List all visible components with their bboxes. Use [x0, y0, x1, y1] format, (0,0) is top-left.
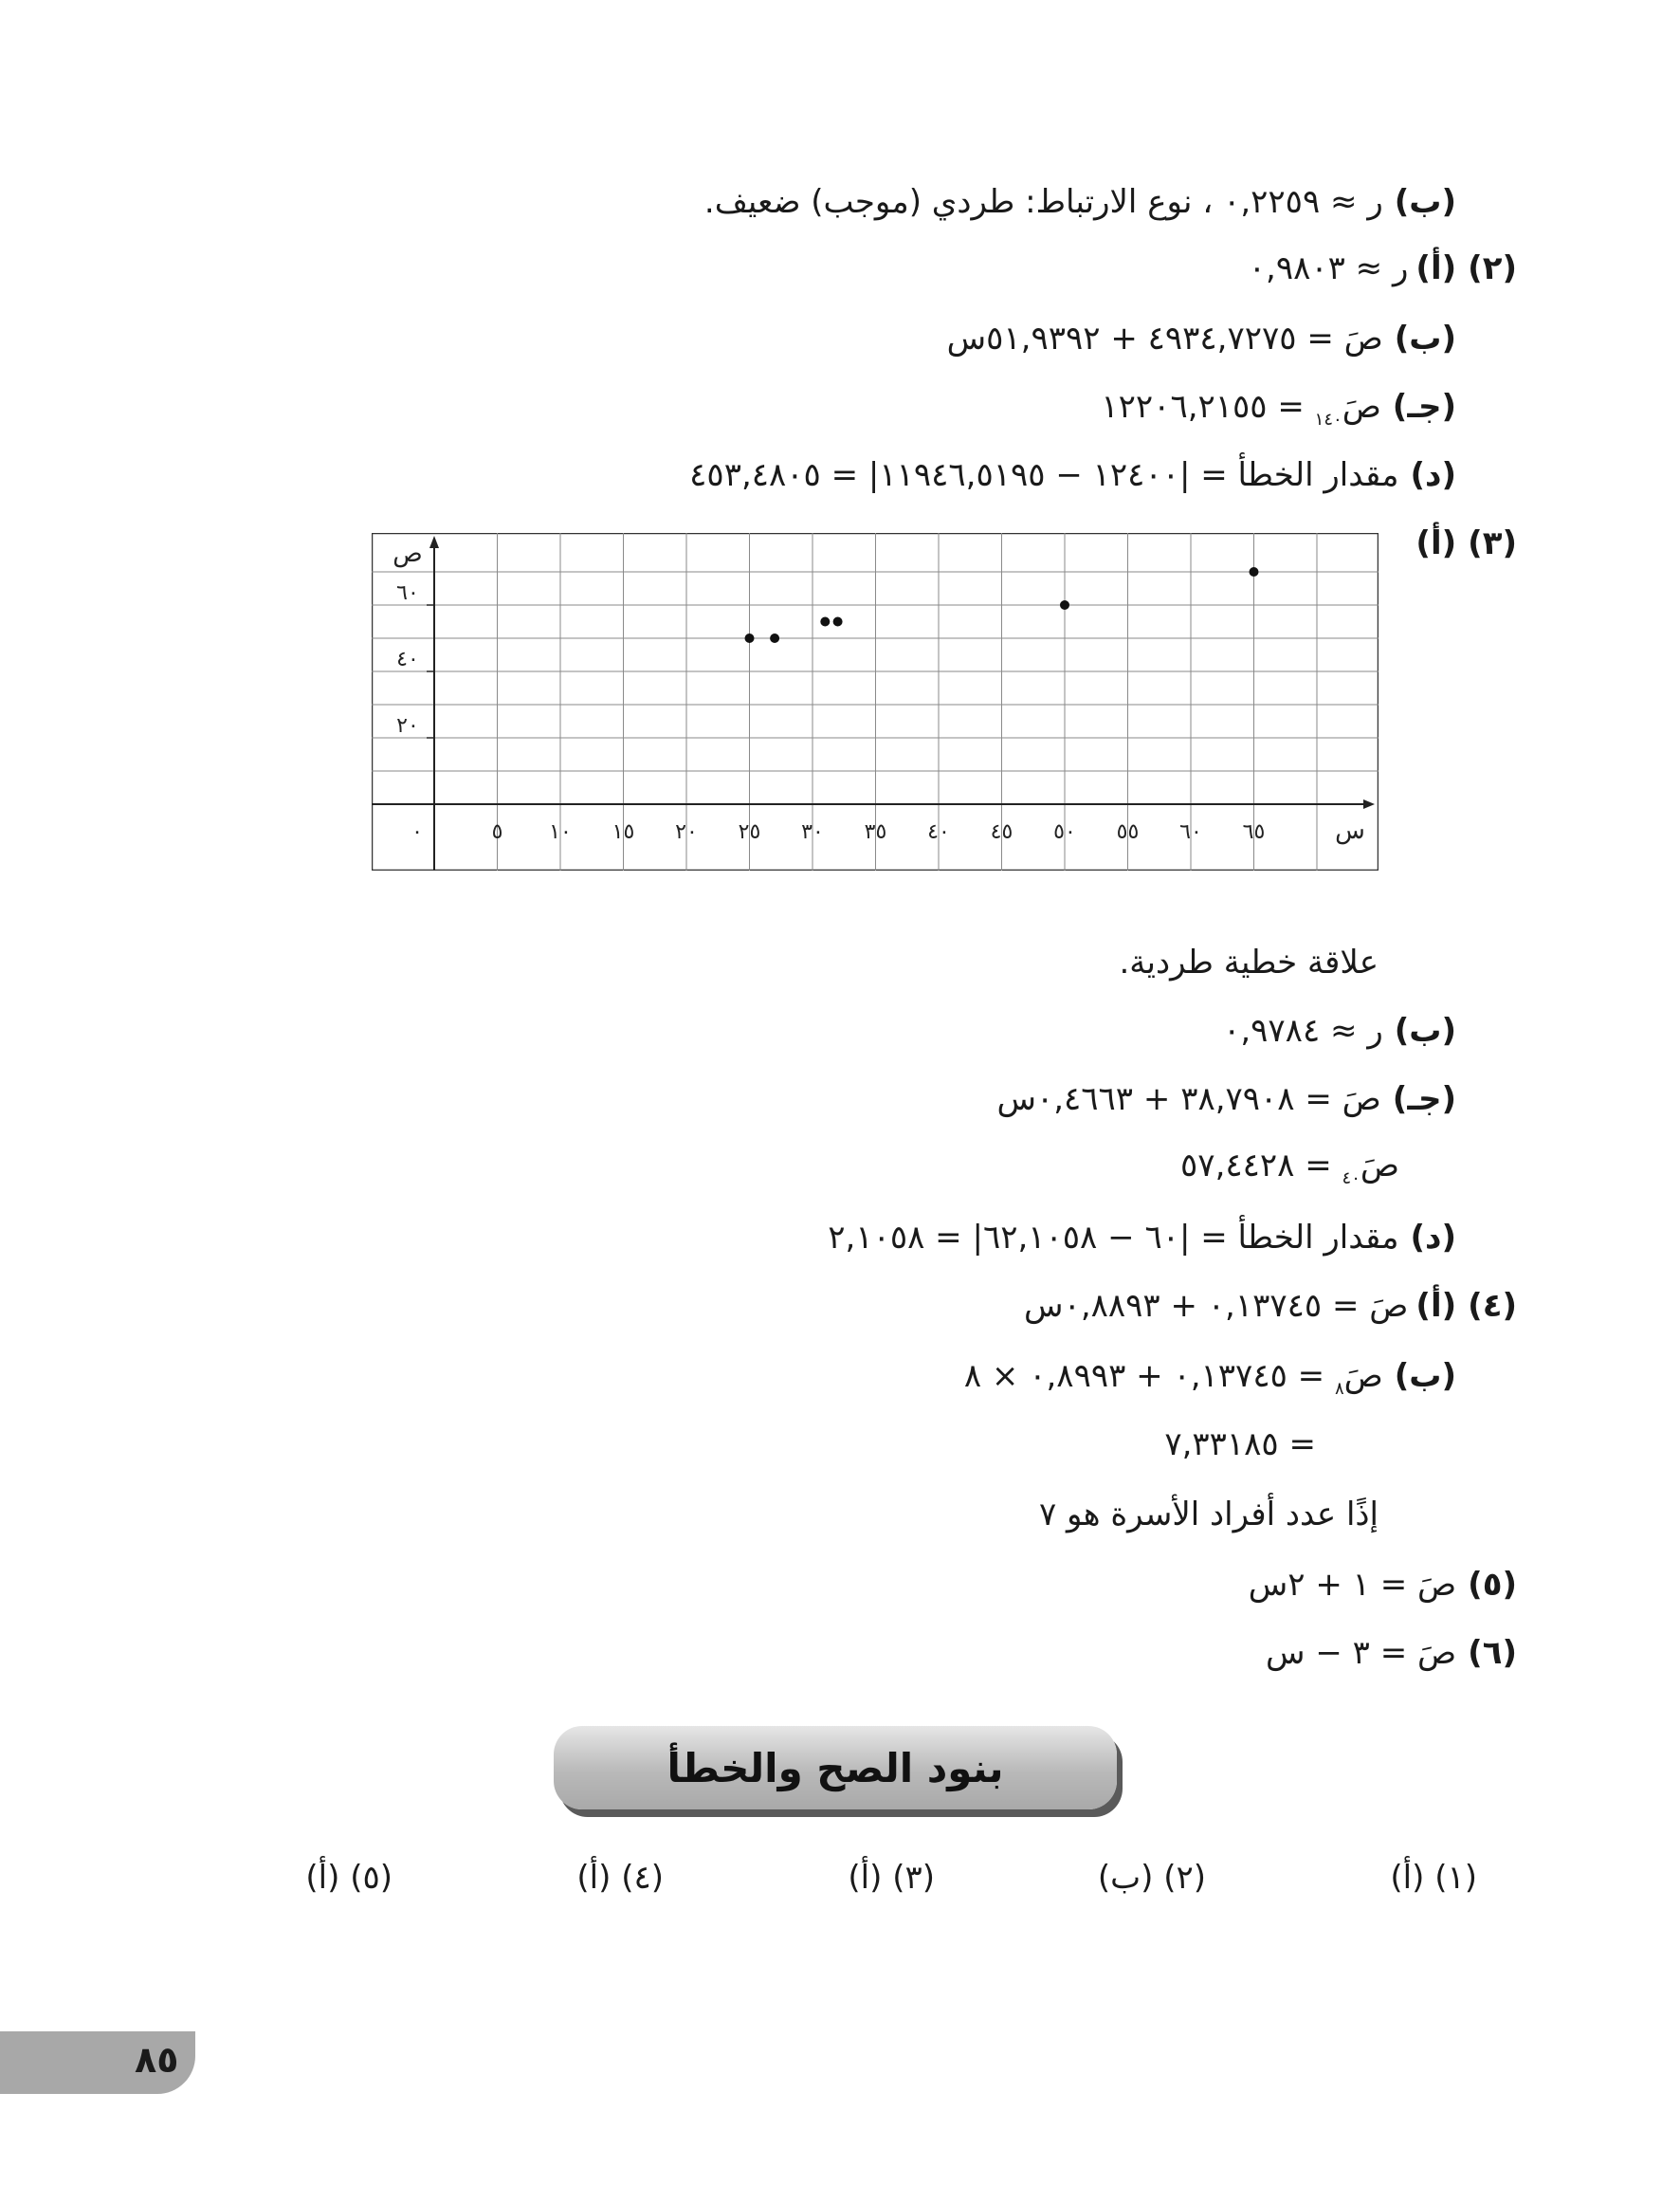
y-axis-label: ص: [393, 540, 423, 568]
tf-answer: (٥) (أ): [305, 1859, 393, 1897]
sub-label: (أ): [1415, 524, 1457, 562]
sub-label: (أ): [1415, 1287, 1457, 1325]
answer-line: [1039, 1491, 1379, 1538]
item-label: (٥): [1468, 1566, 1517, 1604]
answer-text: صَ = ٣ − س: [1266, 1634, 1457, 1672]
answer-text: علاقة خطية طردية.: [1119, 944, 1379, 982]
subscript: ٤٠: [1342, 1167, 1360, 1188]
answer-text: صَ: [1342, 388, 1381, 426]
x-tick-label: ٦٥: [1242, 820, 1266, 844]
item-label: (جـ): [1392, 388, 1456, 426]
scatter-graph: [372, 533, 1379, 871]
answer-line: [1249, 245, 1517, 292]
section-title: بنود الصح والخطأ: [667, 1744, 1004, 1791]
tf-answer: (١) (أ): [1390, 1859, 1477, 1897]
data-point: [745, 633, 755, 643]
x-tick-label: ٢٥: [738, 820, 761, 844]
answer-text: = ٧,٣٣١٨٥: [1164, 1425, 1316, 1463]
item-label: (د): [1410, 1219, 1456, 1257]
x-tick-label: ١٠: [549, 820, 572, 844]
answer-text: = ٠,١٣٧٤٥ + ٠,٨٩٩٣ × ٨: [963, 1357, 1335, 1395]
x-axis-label: س: [1335, 817, 1365, 845]
x-tick-label: ٤٥: [990, 820, 1013, 844]
answer-text: صَ = ٤٩٣٤,٧٢٧٥ + ٥١,٩٣٩٢س: [946, 320, 1383, 358]
answer-line: [1223, 1007, 1456, 1055]
answer-text: صَ: [1360, 1147, 1399, 1184]
answer-line: [1024, 1282, 1517, 1330]
x-tick-label: ٥٥: [1116, 820, 1140, 844]
data-point: [833, 617, 843, 627]
item-label: (ب): [1394, 183, 1456, 221]
x-tick-label: ٣٥: [864, 820, 887, 844]
answer-line: [1249, 1561, 1517, 1608]
page-number: ٨٥: [135, 2039, 179, 2081]
tf-answer: (٢) (ب): [1097, 1859, 1206, 1897]
answer-line: [947, 315, 1456, 362]
item-label: (٣): [1468, 524, 1517, 562]
y-tick-label: ٢٠: [396, 714, 419, 738]
y-tick-label: ٤٠: [396, 648, 419, 671]
answer-line: [689, 451, 1456, 499]
answer-line: [1119, 939, 1379, 986]
x-tick-label: ٥: [491, 820, 503, 844]
answer-text: صَ: [1343, 1357, 1383, 1395]
item-label: (ب): [1394, 1012, 1456, 1050]
x-tick-label: ٥٠: [1053, 820, 1076, 844]
item-label: (د): [1410, 456, 1456, 494]
y-tick-label: ٦٠: [396, 581, 419, 605]
page-number-tab: [0, 2031, 195, 2094]
answer-text: إذًا عدد أفراد الأسرة هو ٧: [1038, 1496, 1379, 1533]
x-tick-label: ٠: [411, 820, 423, 844]
answer-line: [996, 1075, 1456, 1123]
answer-line: [1101, 383, 1456, 444]
subscript: ١٤٠: [1314, 409, 1342, 430]
answer-text: صَ = ٠,١٣٧٤٥ + ٠,٨٨٩٣س: [1024, 1287, 1409, 1325]
answer-text: ر ≈ ٠,٩٧٨٤: [1223, 1012, 1383, 1050]
answer-line: [1164, 1421, 1316, 1468]
data-point: [820, 617, 830, 627]
answer-text: مقدار الخطأ = |١٢٤٠٠ − ١١٩٤٦,٥١٩٥| = ٤٥٣,٤٨٠٥: [689, 456, 1399, 494]
item-label: (ب): [1394, 1357, 1456, 1395]
answer-text: ر ≈ ٠,٢٢٥٩ ، نوع الارتباط: طردي (موجب) ضعيف.: [703, 183, 1383, 221]
scatter-svg: [372, 533, 1379, 871]
item-label: (٤): [1468, 1287, 1517, 1325]
y-axis-arrow: [429, 536, 439, 548]
data-point: [1250, 567, 1259, 577]
answer-text: صَ = ٣٨,٧٩٠٨ + ٠,٤٦٦٣س: [996, 1080, 1381, 1118]
tf-answer: (٣) (أ): [848, 1859, 935, 1897]
x-tick-label: ٣٠: [801, 820, 824, 844]
tf-answer: (٤) (أ): [576, 1859, 664, 1897]
answer-line: [964, 1352, 1456, 1413]
sub-label: (أ): [1415, 249, 1457, 287]
x-tick-label: ٤٠: [927, 820, 950, 844]
answer-line: [1266, 1629, 1517, 1677]
data-point: [770, 633, 779, 643]
answer-line: [828, 1214, 1456, 1261]
subscript: ٨: [1334, 1378, 1344, 1399]
answer-line: [704, 178, 1456, 226]
true-false-banner: [554, 1726, 1117, 1809]
x-tick-label: ١٥: [612, 820, 635, 844]
answer-line: [1180, 1142, 1399, 1202]
answer-text: صَ = ١ + ٢س: [1248, 1566, 1457, 1604]
item-label: (٦): [1468, 1634, 1517, 1672]
answer-text: مقدار الخطأ = |٦٠ − ٦٢,١٠٥٨| = ٢,١٠٥٨: [828, 1219, 1399, 1257]
x-axis-arrow: [1363, 799, 1375, 809]
data-point: [1060, 600, 1069, 610]
item-label: (٢): [1468, 249, 1517, 287]
x-tick-label: ٦٠: [1179, 820, 1202, 844]
item-label: (ب): [1394, 320, 1456, 358]
answer-text: = ٥٧,٤٤٢٨: [1180, 1147, 1342, 1184]
answer-text: ر ≈ ٠,٩٨٠٣: [1248, 249, 1409, 287]
x-tick-label: ٢٠: [675, 820, 698, 844]
answer-line: [1408, 520, 1517, 567]
item-label: (جـ): [1392, 1080, 1456, 1118]
answer-text: = ١٢٢٠٦,٢١٥٥: [1101, 388, 1315, 426]
